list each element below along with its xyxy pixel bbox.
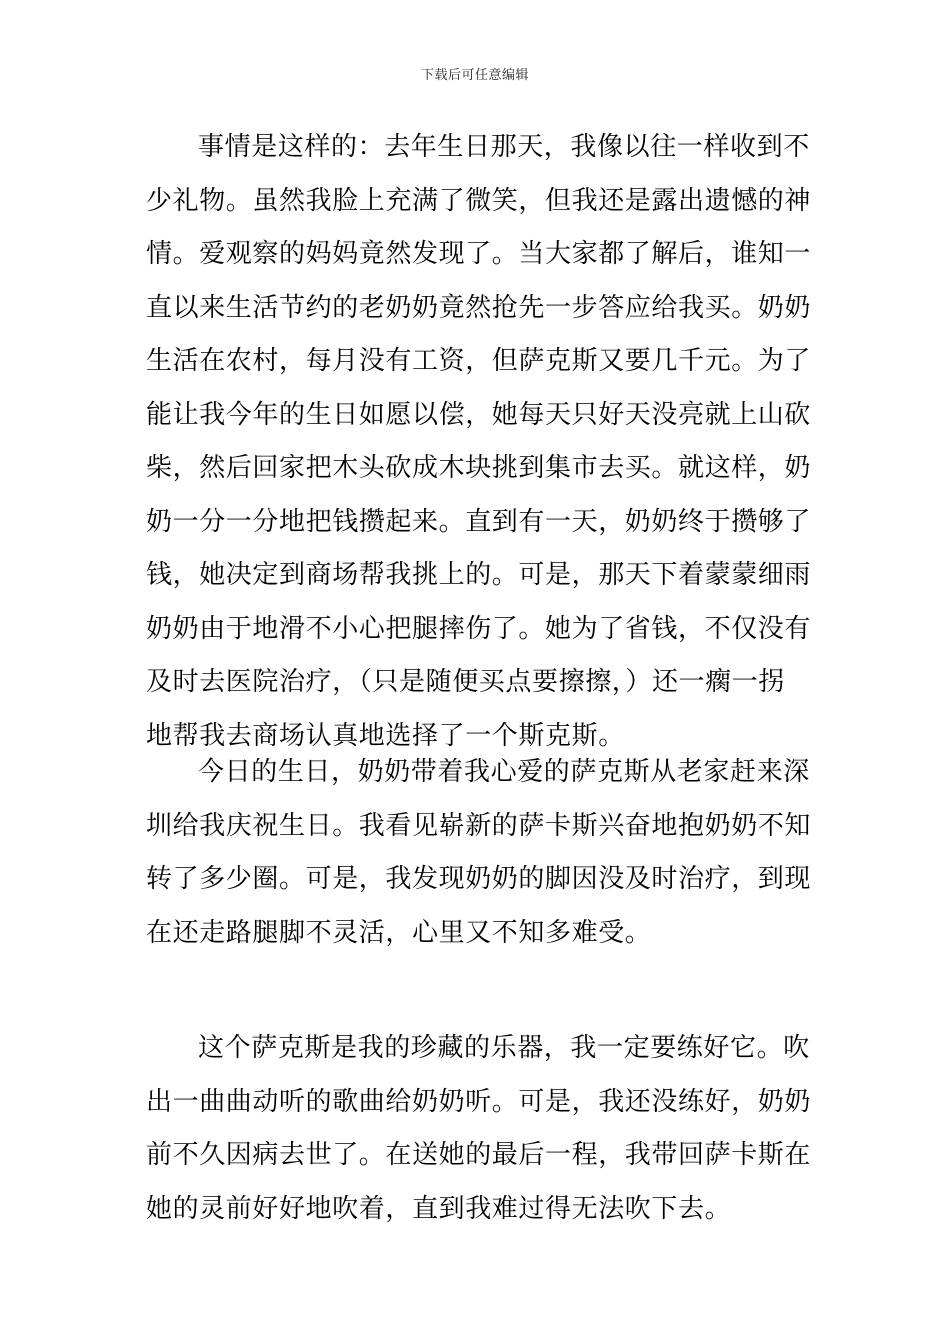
paragraph-line: 出一曲曲动听的歌曲给奶奶听。可是，我还没练好，奶奶 xyxy=(146,1086,812,1117)
header-note: 下载后可任意编辑 xyxy=(420,68,529,83)
paragraph-line: 能让我今年的生日如愿以偿，她每天只好天没亮就上山砍 xyxy=(146,399,812,430)
paragraph-2 xyxy=(146,746,812,960)
paragraph-line: 奶奶由于地滑不小心把腿摔伤了。她为了省钱，不仅没有 xyxy=(146,613,812,644)
paragraph-line: 少礼物。虽然我脸上充满了微笑，但我还是露出遗憾的神 xyxy=(146,185,812,216)
paragraph-line: 这个萨克斯是我的珍藏的乐器，我一定要练好它。吹 xyxy=(198,1033,810,1063)
paragraph-line: 生活在农村，每月没有工资，但萨克斯又要几千元。为了 xyxy=(146,346,812,376)
paragraph-line: 奶一分一分地把钱攒起来。直到有一天，奶奶终于攒够了 xyxy=(146,506,812,537)
paragraph-line: 圳给我庆祝生日。我看见崭新的萨卡斯兴奋地抱奶奶不知 xyxy=(146,810,812,841)
paragraph-line: 钱，她决定到商场帮我挑上的。可是，那天下着蒙蒙细雨 xyxy=(146,560,812,590)
paragraph-1 xyxy=(146,121,812,763)
paragraph-line: 前不久因病去世了。在送她的最后一程，我带回萨卡斯在 xyxy=(146,1140,812,1170)
paragraph-line: 直以来生活节约的老奶奶竟然抢先一步答应给我买。奶奶 xyxy=(146,292,812,323)
paragraph-line: 转了多少圈。可是，我发现奶奶的脚因没及时治疗，到现 xyxy=(146,864,812,894)
paragraph-line: 在还走路腿脚不灵活，心里又不知多难受。 xyxy=(146,917,652,948)
paragraph-line: 情。爱观察的妈妈竟然发现了。当大家都了解后，谁知一 xyxy=(146,239,812,269)
paragraph-line: 柴，然后回家把木头砍成木块挑到集市去买。就这样，奶 xyxy=(146,453,812,483)
paragraph-line: 她的灵前好好地吹着，直到我难过得无法吹下去。 xyxy=(146,1193,732,1224)
paragraph-3 xyxy=(146,1022,812,1236)
paragraph-line: 事情是这样的：去年生日那天，我像以往一样收到不 xyxy=(198,132,810,162)
paragraph-line: 及时去医院治疗，（只是随便买点要擦擦，）还一瘸一拐 xyxy=(146,667,786,697)
paragraph-line: 地帮我去商场认真地选择了一个斯克斯。 xyxy=(146,720,625,751)
paragraph-line: 今日的生日，奶奶带着我心爱的萨克斯从老家赶来深 xyxy=(198,757,810,787)
